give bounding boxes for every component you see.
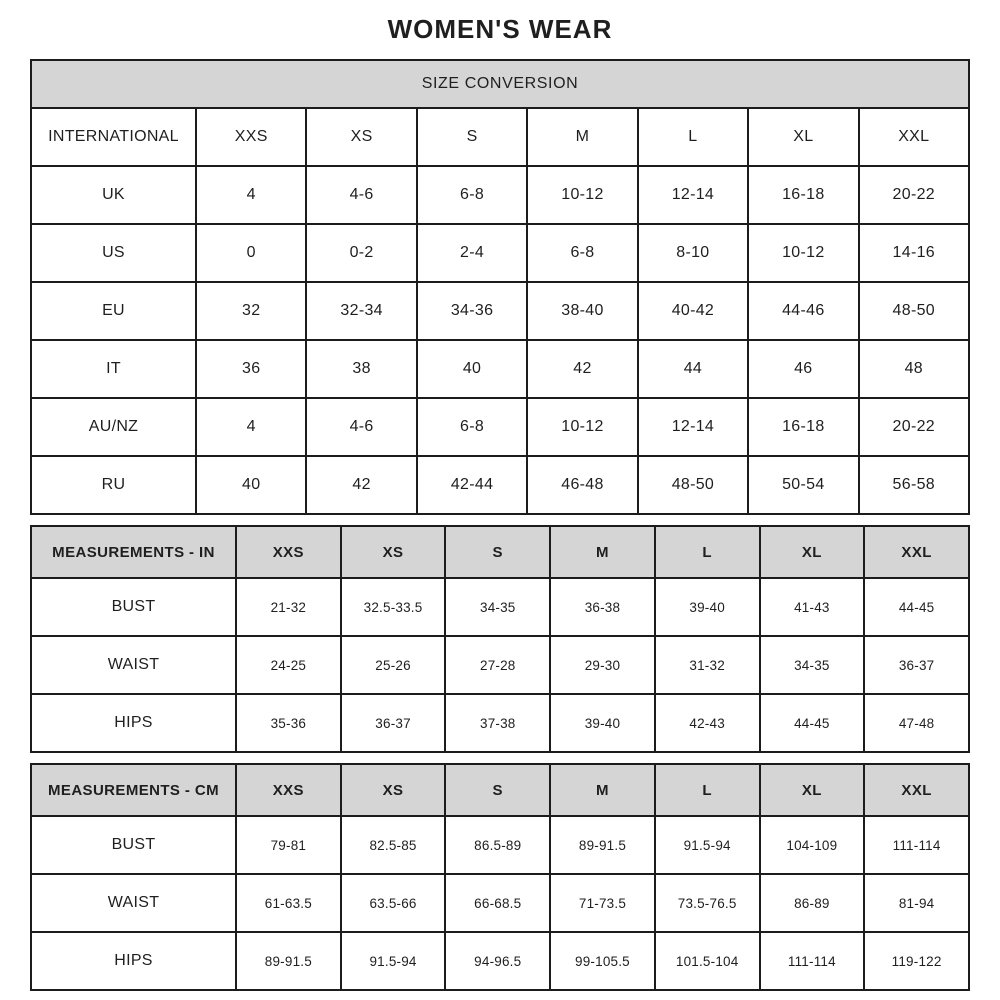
table-cell: 91.5-94 [341, 932, 446, 990]
table-cell: 44-46 [748, 282, 858, 340]
table-cell: 4 [196, 398, 306, 456]
table-cell: 20-22 [859, 166, 969, 224]
table-row [31, 816, 969, 874]
table-cell: 12-14 [638, 398, 748, 456]
table-banner: SIZE CONVERSION [31, 60, 969, 108]
column-header: M [550, 526, 655, 578]
table-cell: 79-81 [236, 816, 341, 874]
table-cell: 42 [527, 340, 637, 398]
table-cell: 14-16 [859, 224, 969, 282]
table-cell: 32 [196, 282, 306, 340]
row-label: WAIST [31, 636, 236, 694]
row-label: HIPS [31, 694, 236, 752]
table-cell: L [638, 108, 748, 166]
page-title: WOMEN'S WEAR [387, 14, 613, 44]
table-row [31, 694, 969, 752]
table-row [31, 578, 969, 636]
table-header-row [31, 526, 969, 578]
table-row [31, 636, 969, 694]
table-cell: 40 [417, 340, 527, 398]
table-cell: 44 [638, 340, 748, 398]
table-cell: XL [748, 108, 858, 166]
measurements-cm-table [30, 763, 970, 991]
table-cell: 86.5-89 [445, 816, 550, 874]
table-cell: 34-35 [760, 636, 865, 694]
table-row [31, 224, 969, 282]
table-cell: 24-25 [236, 636, 341, 694]
table-cell: 36-37 [864, 636, 969, 694]
table-header-row [31, 764, 969, 816]
row-label: AU/NZ [31, 398, 196, 456]
table-cell: 4 [196, 166, 306, 224]
table-cell: 61-63.5 [236, 874, 341, 932]
table-cell: 12-14 [638, 166, 748, 224]
table-cell: 86-89 [760, 874, 865, 932]
column-header: XXS [236, 764, 341, 816]
table-cell: 50-54 [748, 456, 858, 514]
table-row [31, 398, 969, 456]
table-row [31, 282, 969, 340]
table-cell: 73.5-76.5 [655, 874, 760, 932]
table-cell: 6-8 [417, 166, 527, 224]
table-cell: 46 [748, 340, 858, 398]
table-cell: 0 [196, 224, 306, 282]
table-cell: 10-12 [748, 224, 858, 282]
table-cell: 16-18 [748, 398, 858, 456]
table-cell: 21-32 [236, 578, 341, 636]
table-cell: 31-32 [655, 636, 760, 694]
row-label: IT [31, 340, 196, 398]
table-cell: 39-40 [550, 694, 655, 752]
table-row [31, 874, 969, 932]
table-cell: 89-91.5 [550, 816, 655, 874]
table-cell: 36-38 [550, 578, 655, 636]
table-cell: 4-6 [306, 166, 416, 224]
row-label: BUST [31, 816, 236, 874]
table-cell: 119-122 [864, 932, 969, 990]
table-cell: 44-45 [864, 578, 969, 636]
table-cell: 6-8 [527, 224, 637, 282]
table-row [31, 166, 969, 224]
table-cell: 8-10 [638, 224, 748, 282]
row-header: MEASUREMENTS - CM [31, 764, 236, 816]
table-cell: 48-50 [638, 456, 748, 514]
table-row [31, 456, 969, 514]
column-header: L [655, 764, 760, 816]
table-cell: 25-26 [341, 636, 446, 694]
row-label: EU [31, 282, 196, 340]
table-cell: 48 [859, 340, 969, 398]
row-label: BUST [31, 578, 236, 636]
table-cell: 111-114 [864, 816, 969, 874]
size-conversion-table [30, 59, 970, 515]
table-cell: XXS [196, 108, 306, 166]
row-label: WAIST [31, 874, 236, 932]
table-cell: 10-12 [527, 166, 637, 224]
table-cell: 101.5-104 [655, 932, 760, 990]
table-cell: 82.5-85 [341, 816, 446, 874]
table-cell: 46-48 [527, 456, 637, 514]
table-cell: 36 [196, 340, 306, 398]
table-cell: 39-40 [655, 578, 760, 636]
table-cell: 6-8 [417, 398, 527, 456]
table-cell: 66-68.5 [445, 874, 550, 932]
table-cell: 4-6 [306, 398, 416, 456]
table-cell: 81-94 [864, 874, 969, 932]
table-cell: 42 [306, 456, 416, 514]
column-header: XL [760, 764, 865, 816]
table-cell: 99-105.5 [550, 932, 655, 990]
column-header: XXL [864, 526, 969, 578]
row-label: RU [31, 456, 196, 514]
table-cell: XS [306, 108, 416, 166]
row-label: US [31, 224, 196, 282]
table-cell: 38 [306, 340, 416, 398]
table-row [31, 108, 969, 166]
table-banner-row [31, 60, 969, 108]
table-cell: 42-43 [655, 694, 760, 752]
table-cell: 20-22 [859, 398, 969, 456]
table-cell: 41-43 [760, 578, 865, 636]
row-label: INTERNATIONAL [31, 108, 196, 166]
table-cell: 32.5-33.5 [341, 578, 446, 636]
column-header: S [445, 526, 550, 578]
row-header: MEASUREMENTS - IN [31, 526, 236, 578]
table-cell: 91.5-94 [655, 816, 760, 874]
table-cell: 40-42 [638, 282, 748, 340]
table-cell: 0-2 [306, 224, 416, 282]
table-cell: 27-28 [445, 636, 550, 694]
table-row [31, 340, 969, 398]
table-cell: 42-44 [417, 456, 527, 514]
table-row [31, 932, 969, 990]
table-cell: 35-36 [236, 694, 341, 752]
table-cell: S [417, 108, 527, 166]
table-cell: 32-34 [306, 282, 416, 340]
table-cell: XXL [859, 108, 969, 166]
column-header: S [445, 764, 550, 816]
column-header: XL [760, 526, 865, 578]
column-header: M [550, 764, 655, 816]
table-cell: 38-40 [527, 282, 637, 340]
table-cell: 44-45 [760, 694, 865, 752]
table-cell: 10-12 [527, 398, 637, 456]
measurements-in-table [30, 525, 970, 753]
table-cell: 16-18 [748, 166, 858, 224]
column-header: XS [341, 764, 446, 816]
column-header: XXL [864, 764, 969, 816]
row-label: UK [31, 166, 196, 224]
table-cell: 36-37 [341, 694, 446, 752]
table-cell: 37-38 [445, 694, 550, 752]
table-cell: 47-48 [864, 694, 969, 752]
table-cell: 94-96.5 [445, 932, 550, 990]
table-cell: 56-58 [859, 456, 969, 514]
column-header: L [655, 526, 760, 578]
table-cell: 89-91.5 [236, 932, 341, 990]
column-header: XS [341, 526, 446, 578]
table-cell: 34-36 [417, 282, 527, 340]
table-cell: 40 [196, 456, 306, 514]
table-cell: 63.5-66 [341, 874, 446, 932]
table-cell: 34-35 [445, 578, 550, 636]
table-cell: 111-114 [760, 932, 865, 990]
table-cell: 104-109 [760, 816, 865, 874]
table-cell: M [527, 108, 637, 166]
size-chart-page [30, 0, 970, 991]
table-cell: 29-30 [550, 636, 655, 694]
table-cell: 48-50 [859, 282, 969, 340]
table-cell: 71-73.5 [550, 874, 655, 932]
row-label: HIPS [31, 932, 236, 990]
column-header: XXS [236, 526, 341, 578]
table-cell: 2-4 [417, 224, 527, 282]
